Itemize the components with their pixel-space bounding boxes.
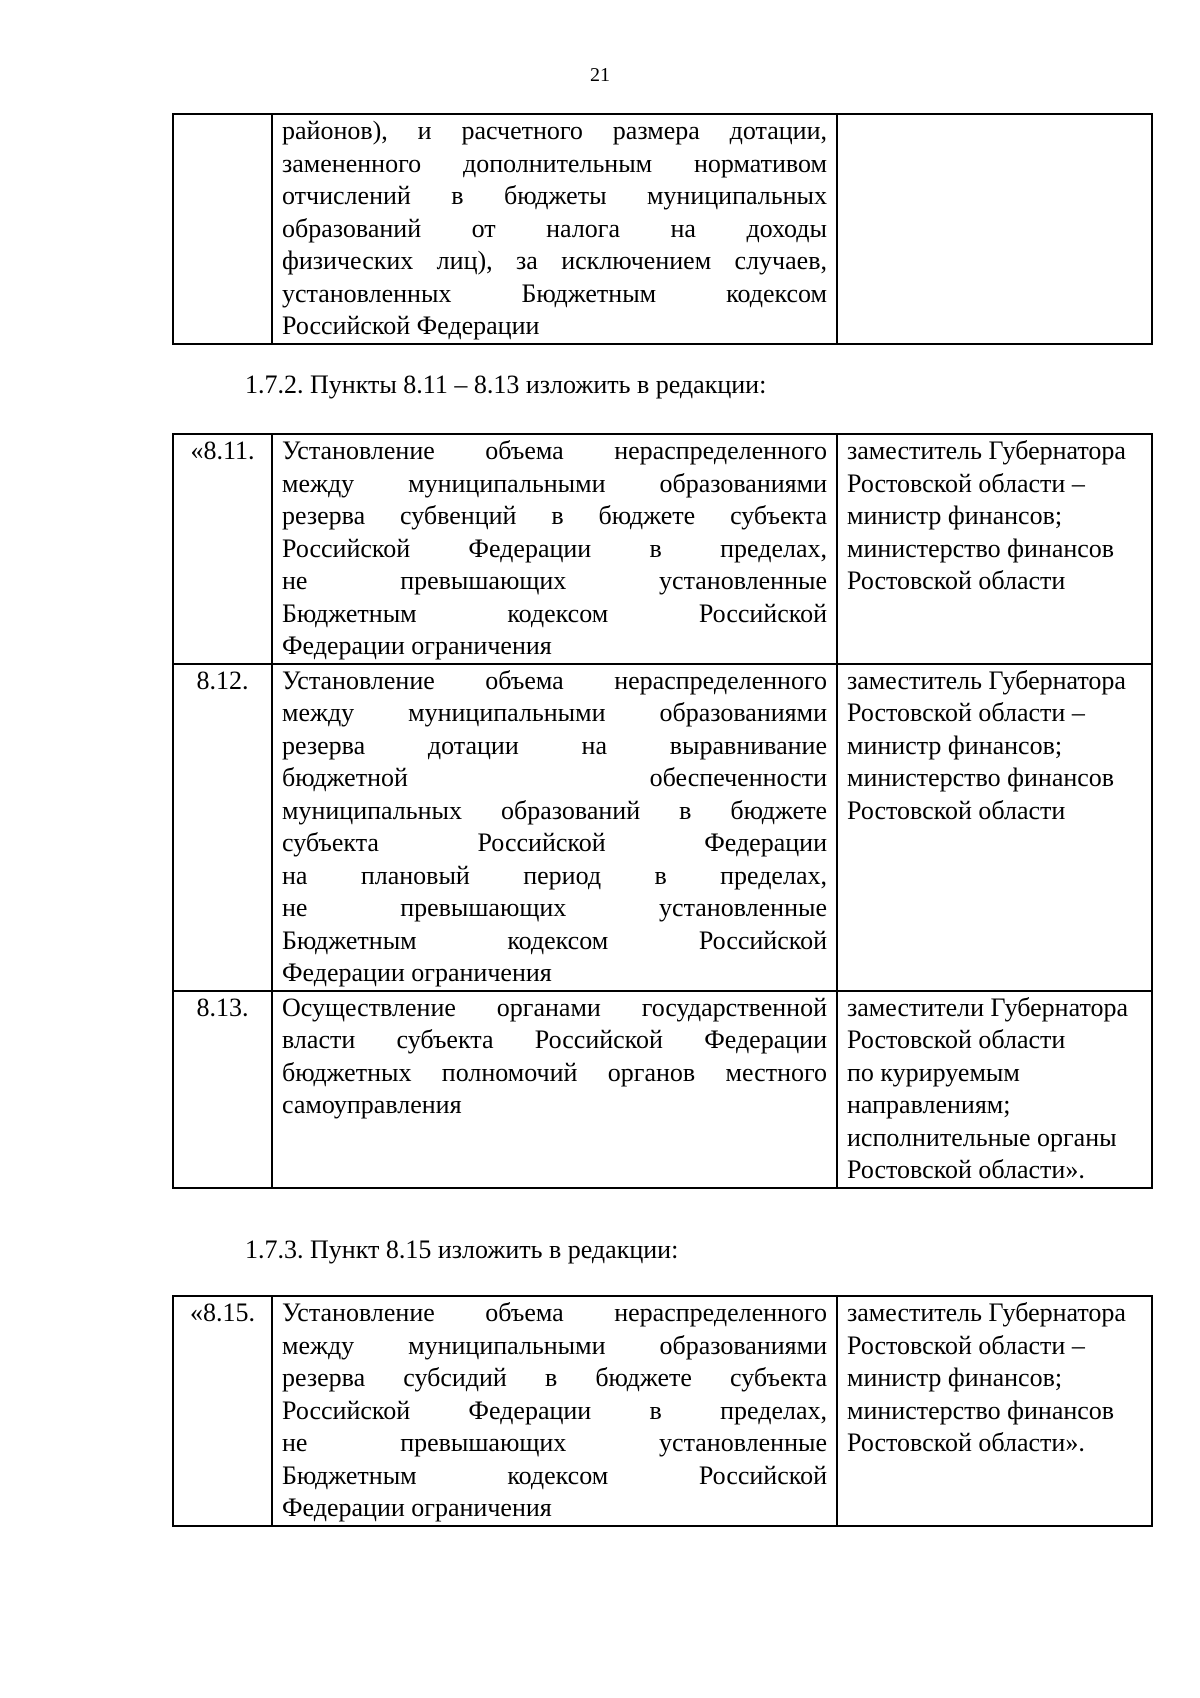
item-responsible [837, 434, 1152, 664]
table-continued-row [172, 113, 1153, 345]
responsible-line: Ростовской области – [847, 468, 1085, 498]
description-line: Установление объема нераспределенного [282, 665, 827, 695]
description-line: физических лиц), за исключением случаев, [282, 246, 827, 275]
item-responsible [837, 114, 1152, 344]
item-number: «8.15. [173, 1296, 272, 1526]
description-line: муниципальных образований в бюджете [282, 795, 827, 825]
description-line: между муниципальными образованиями [282, 468, 827, 498]
responsible-line: Ростовской области [847, 1025, 1066, 1054]
description-line: не превышающих установленные [282, 893, 827, 922]
table-row [173, 114, 1152, 344]
item-description [272, 114, 837, 344]
item-responsible [837, 1296, 1152, 1526]
description-line: Федерации ограничения [282, 631, 552, 660]
table-row [173, 434, 1152, 664]
description-line: районов), и расчетного размера дотации, [282, 116, 827, 145]
table-item-8-15 [172, 1295, 1153, 1527]
description-line: не превышающих установленные [282, 1428, 827, 1457]
responsible-line: заместители Губернатора [847, 992, 1129, 1022]
responsible-line: министр финансов; [847, 730, 1063, 760]
description-line: Федерации ограничения [282, 958, 552, 987]
description-line: между муниципальными образованиями [282, 1330, 827, 1360]
description-line: власти субъекта Российской Федерации [282, 1025, 827, 1054]
responsible-line: по курируемым [847, 1057, 1020, 1087]
responsible-line: Ростовской области – [847, 698, 1085, 727]
responsible-line: направлениям; [847, 1090, 1011, 1119]
item-description [272, 991, 837, 1188]
table-items-8-11-to-8-13 [172, 433, 1153, 1189]
page-number: 21 [590, 64, 610, 86]
description-line: Установление объема нераспределенного [282, 1298, 827, 1327]
responsible-line: исполнительные органы [847, 1122, 1117, 1152]
description-line: Российской Федерации [282, 311, 540, 340]
description-line: резерва субвенций в бюджете субъекта [282, 501, 827, 530]
description-line: установленных Бюджетным кодексом [282, 278, 827, 308]
description-line: бюджетных полномочий органов местного [282, 1057, 827, 1087]
description-line: Бюджетным кодексом Российской [282, 925, 827, 955]
heading-1-7-3: 1.7.3. Пункт 8.15 изложить в редакции: [245, 1235, 679, 1264]
description-line: Российской Федерации в пределах, [282, 533, 827, 563]
responsible-line: министерство финансов [847, 1395, 1115, 1425]
responsible-line: заместитель Губернатора [847, 1298, 1126, 1327]
description-line: не превышающих установленные [282, 566, 827, 595]
description-line: отчислений в бюджеты муниципальных [282, 181, 827, 210]
responsible-line: заместитель Губернатора [847, 436, 1126, 465]
description-line: Федерации ограничения [282, 1493, 552, 1522]
description-line: на плановый период в пределах, [282, 860, 827, 890]
item-responsible [837, 664, 1152, 991]
responsible-line: Ростовской области – [847, 1330, 1085, 1360]
description-line: Бюджетным кодексом Российской [282, 598, 827, 628]
item-description [272, 1296, 837, 1526]
responsible-line: заместитель Губернатора [847, 665, 1126, 695]
item-number: 8.13. [173, 991, 272, 1188]
description-line: резерва дотации на выравнивание [282, 730, 827, 760]
responsible-line: министр финансов; [847, 501, 1063, 530]
item-description [272, 664, 837, 991]
description-line: образований от налога на доходы [282, 213, 827, 243]
item-number: 8.12. [173, 664, 272, 991]
description-line: Российской Федерации в пределах, [282, 1395, 827, 1425]
description-line: Установление объема нераспределенного [282, 436, 827, 465]
heading-1-7-2: 1.7.2. Пункты 8.11 – 8.13 изложить в редакции: [245, 370, 767, 399]
responsible-line: Ростовской области [847, 566, 1066, 595]
responsible-line: Ростовской области [847, 795, 1066, 825]
description-line: резерва субсидий в бюджете субъекта [282, 1363, 827, 1392]
description-line: Бюджетным кодексом Российской [282, 1460, 827, 1490]
responsible-line: министерство финансов [847, 763, 1115, 792]
responsible-line: министерство финансов [847, 533, 1115, 563]
table-row [173, 1296, 1152, 1526]
description-line: бюджетной обеспеченности [282, 763, 827, 792]
item-responsible [837, 991, 1152, 1188]
table-row [173, 991, 1152, 1188]
item-description [272, 434, 837, 664]
responsible-line: Ростовской области». [847, 1428, 1085, 1457]
description-line: самоуправления [282, 1090, 462, 1119]
description-line: между муниципальными образованиями [282, 698, 827, 727]
description-line: субъекта Российской Федерации [282, 828, 827, 857]
description-line: Осуществление органами государственной [282, 992, 827, 1022]
item-number: «8.11. [173, 434, 272, 664]
description-line: замененного дополнительным нормативом [282, 148, 827, 178]
responsible-line: министр финансов; [847, 1363, 1063, 1392]
item-number [173, 114, 272, 344]
table-row [173, 664, 1152, 991]
responsible-line: Ростовской области». [847, 1155, 1085, 1184]
